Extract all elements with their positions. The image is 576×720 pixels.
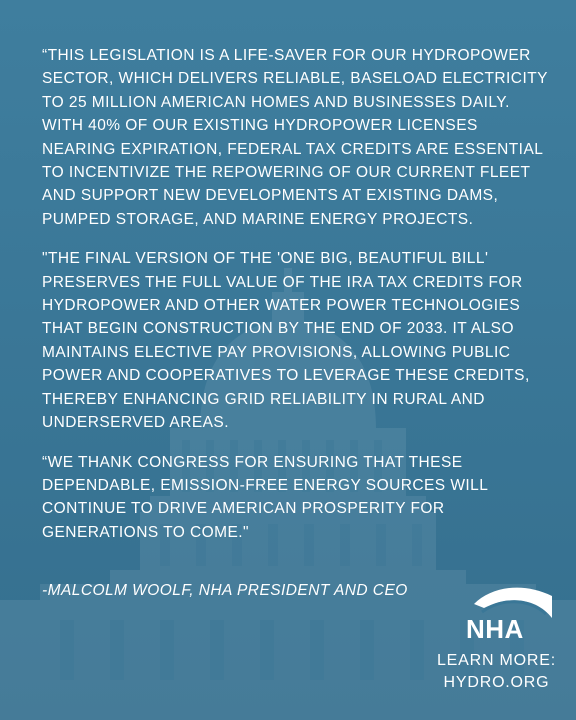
quote-paragraph-3: “WE THANK CONGRESS FOR ENSURING THAT THESE DEPENDABLE, EMISSION-FREE ENERGY SOURCES WILL CONTINUE TO DRIVE AMERICAN PROSPERITY FOR GENERATIONS TO COME." — [42, 453, 488, 541]
website-link[interactable]: HYDRO.ORG — [443, 674, 550, 691]
quote-paragraph-1: “THIS LEGISLATION IS A LIFE-SAVER FOR OUR HYDROPOWER SECTOR, WHICH DELIVERS RELIABLE, BASELOAD ELECTRICITY TO 25 MILLION AMERICAN HOMES AND BUSINESSES DAILY. WITH 40% OF OUR EXISTING HYDROPOWER LICENSES NEARING EXPIRATION, FEDERAL TAX CREDITS ARE ESSENTIAL TO INCENTIVIZE THE REPOWERING OF OUR CURRENT FLEET AND SUPPORT NEW DEVELOPMENTS AT EXISTING DAMS, PUMPED STORAGE, AND MARINE ENERGY PROJECTS. — [42, 47, 548, 228]
logo-wordmark: NHA — [466, 614, 524, 644]
learn-more[interactable] — [437, 650, 556, 694]
quote-paragraph-2: "THE FINAL VERSION OF THE 'ONE BIG, BEAUTIFUL BILL' PRESERVES THE FULL VALUE OF THE IRA TAX CREDITS FOR HYDROPOWER AND OTHER WATER POWER TECHNOLOGIES THAT BEGIN CONSTRUCTION BY THE END OF 2033. IT ALSO MAINTAINS ELECTIVE PAY PROVISIONS, ALLOWING PUBLIC POWER AND COOPERATIVES TO LEVERAGE THESE CREDITS, THEREBY ENHANCING GRID RELIABILITY IN RURAL AND UNDERSERVED AREAS. — [42, 250, 530, 432]
nha-logo — [466, 584, 554, 644]
quote-attribution: -MALCOLM WOOLF, NHA PRESIDENT AND CEO — [42, 582, 408, 599]
quote-block — [42, 44, 552, 560]
learn-more-label: LEARN MORE: — [436, 652, 556, 669]
